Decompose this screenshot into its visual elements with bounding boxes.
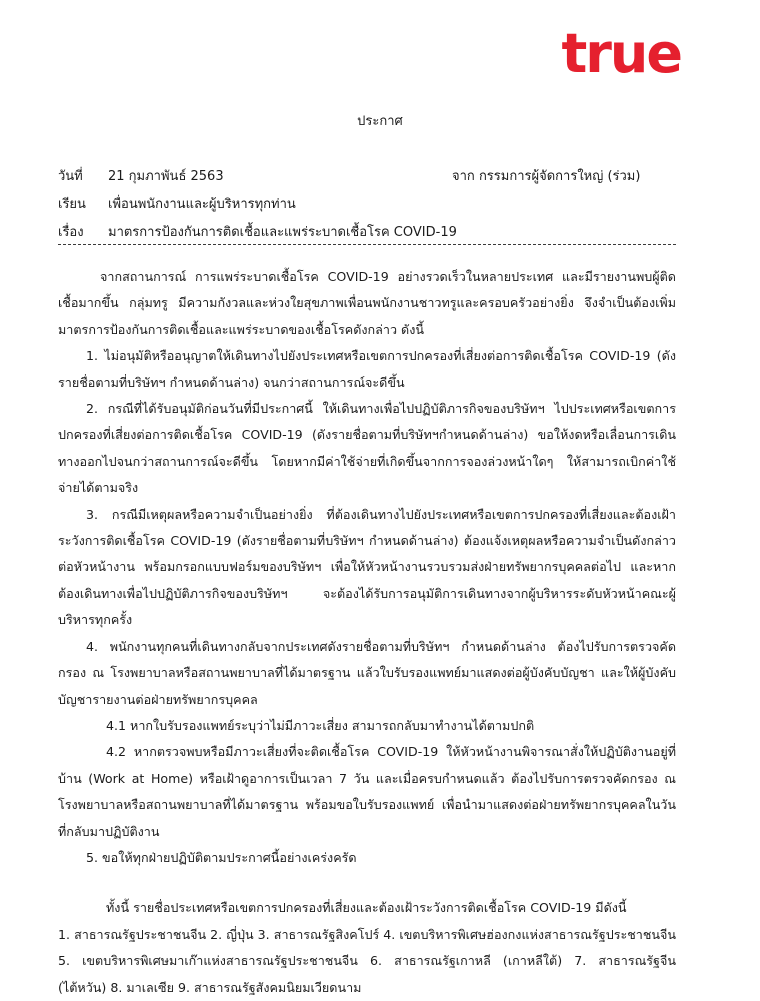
from-row bbox=[452, 165, 640, 186]
from-value: กรรมการผู้จัดการใหญ่ (ร่วม) bbox=[478, 169, 641, 184]
item-4-1: 4.1 หากใบรับรองแพทย์ระบุว่าไม่มีภาวะเสี่ยง สามารถกลับมาทำงานได้ตามปกติ bbox=[106, 717, 535, 733]
item-4-2: 4.2 หากตรวจพบหรือมีภาวะเสี่ยงที่จะติดเชื้อโรค COVID-19 ให้หัวหน้างานพิจารณาสั่งให้ปฏิบัติงานอยู่ที่บ้าน (Work at Home) หรือเฝ้าดูอาการเป็นเวลา 7 วัน และเมื่อครบกำหนดแล้ว ต้องไปรับการตรวจคัดกรอง ณ โรงพยาบาลหรือสถานพยาบาลที่ได้มาตรฐาน พร้อมขอใบรับรองแพทย์ เพื่อนำมาแสดงต่อฝ่ายทรัพยากรบุคคลในวันที่กลับมาปฏิบัติงาน bbox=[58, 744, 676, 839]
item-3: 3. กรณีมีเหตุผลหรือความจำเป็นอย่างยิ่ง ที่ต้องเดินทางไปยังประเทศหรือเขตการปกครองที่เสี่ยงและต้องเฝ้าระวังการติดเชื้อโรค COVID-19 (ดังรายชื่อตามที่บริษัทฯ กำหนดด้านล่าง) ต้องแจ้งเหตุผลหรือความจำเป็นดังกล่าวต่อหัวหน้างาน พร้อมกรอกแบบฟอร์มของบริษัทฯ เพื่อให้หัวหน้างานรวบรวมส่งฝ่ายทรัพยากรบุคคลต่อไป และหากต้องเดินทางเพื่อไปปฏิบัติภารกิจของบริษัทฯ จะต้องได้รับการอนุมัติการเดินทางจากผู้บริหารระดับหัวหน้าคณะผู้บริหารทุกครั้ง bbox=[58, 506, 676, 628]
spacer bbox=[58, 871, 676, 895]
to-value: เพื่อนพนักงานและผู้บริหารทุกท่าน bbox=[108, 197, 296, 212]
item-2: 2. กรณีที่ได้รับอนุมัติก่อนวันที่มีประกาศนี้ ให้เดินทางเพื่อไปปฏิบัติภารกิจของบริษัทฯ ไปประเทศหรือเขตการปกครองที่เสี่ยงต่อการติดเชื้อโรค COVID-19 (ดังรายชื่อตามที่บริษัทฯกำหนดด้านล่าง) ขอให้งดหรือเลื่อนการเดินทางออกไปจนกว่าสถานการณ์จะดีขึ้น โดยหากมีค่าใช้จ่ายที่เกิดขึ้นจากการจองล่วงหน้าใดๆ ให้สามารถเบิกค่าใช้จ่ายได้ตามจริง bbox=[58, 401, 676, 496]
date-label: วันที่ bbox=[58, 169, 83, 184]
subject-value: มาตรการป้องกันการติดเชื้อและแพร่ระบาดเชื้อโรค COVID-19 bbox=[108, 225, 457, 240]
announcement-body bbox=[58, 264, 676, 1001]
date-value: 21 กุมภาพันธ์ 2563 bbox=[108, 169, 224, 184]
countries-intro: ทั้งนี้ รายชื่อประเทศหรือเขตการปกครองที่เสี่ยงและต้องเฝ้าระวังการติดเชื้อโรค COVID-19 มีดังนี้ bbox=[106, 900, 627, 916]
page-title: ประกาศ bbox=[357, 114, 403, 129]
intro-paragraph: จากสถานการณ์ การแพร่ระบาดเชื้อโรค COVID-19 อย่างรวดเร็วในหลายประเทศ และมีรายงานพบผู้ติดเชื้อมากขึ้น กลุ่มทรู มีความกังวลและห่วงใยสุขภาพเพื่อนพนักงานชาวทรูและครอบครัวอย่างยิ่ง จึงจำเป็นต้องเพิ่มมาตรการป้องกันการติดเชื้อและแพร่ระบาดของเชื้อโรคดังกล่าว ดังนี้ bbox=[58, 269, 676, 337]
item-4: 4. พนักงานทุกคนที่เดินทางกลับจากประเทศดังรายชื่อตามที่บริษัทฯ กำหนดด้านล่าง ต้องไปรับการตรวจคัดกรอง ณ โรงพยาบาลหรือสถานพยาบาลที่ได้มาตรฐาน แล้วใบรับรองแพทย์มาแสดงต่อผู้บังคับบัญชา และให้ผู้บังคับบัญชารายงานต่อฝ่ายทรัพยากรบุคคล bbox=[58, 638, 676, 707]
item-1: 1. ไม่อนุมัติหรืออนุญาตให้เดินทางไปยังประเทศหรือเขตการปกครองที่เสี่ยงต่อการติดเชื้อโรค COVID-19 (ดังรายชื่อตามที่บริษัทฯ กำหนดด้านล่าง) จนกว่าสถานการณ์จะดีขึ้น bbox=[58, 348, 676, 390]
to-row bbox=[58, 193, 296, 214]
logo-wordmark: true bbox=[561, 22, 681, 85]
countries-list: 1. สาธารณรัฐประชาชนจีน 2. ญี่ปุ่น 3. สาธารณรัฐสิงคโปร์ 4. เขตบริหารพิเศษฮ่องกงแห่งสาธารณรัฐประชาชนจีน 5. เขตบริหารพิเศษมาเก๊าแห่งสาธารณรัฐประชาชนจีน 6. สาธารณรัฐเกาหลี (เกาหลีใต้) 7. สาธารณรัฐจีน (ไต้หวัน) 8. มาเลเซีย 9. สาธารณรัฐสังคมนิยมเวียดนาม bbox=[58, 926, 676, 995]
from-label: จาก bbox=[452, 169, 475, 184]
subject-label: เรื่อง bbox=[58, 225, 84, 240]
dashed-divider bbox=[58, 244, 676, 245]
true-logo-mark bbox=[545, 22, 685, 86]
to-label: เรียน bbox=[58, 197, 86, 212]
date-row bbox=[58, 165, 224, 186]
subject-row bbox=[58, 221, 457, 242]
item-5: 5. ขอให้ทุกฝ่ายปฏิบัติตามประกาศนี้อย่างเคร่งครัด bbox=[86, 849, 357, 865]
true-logo bbox=[545, 22, 685, 86]
